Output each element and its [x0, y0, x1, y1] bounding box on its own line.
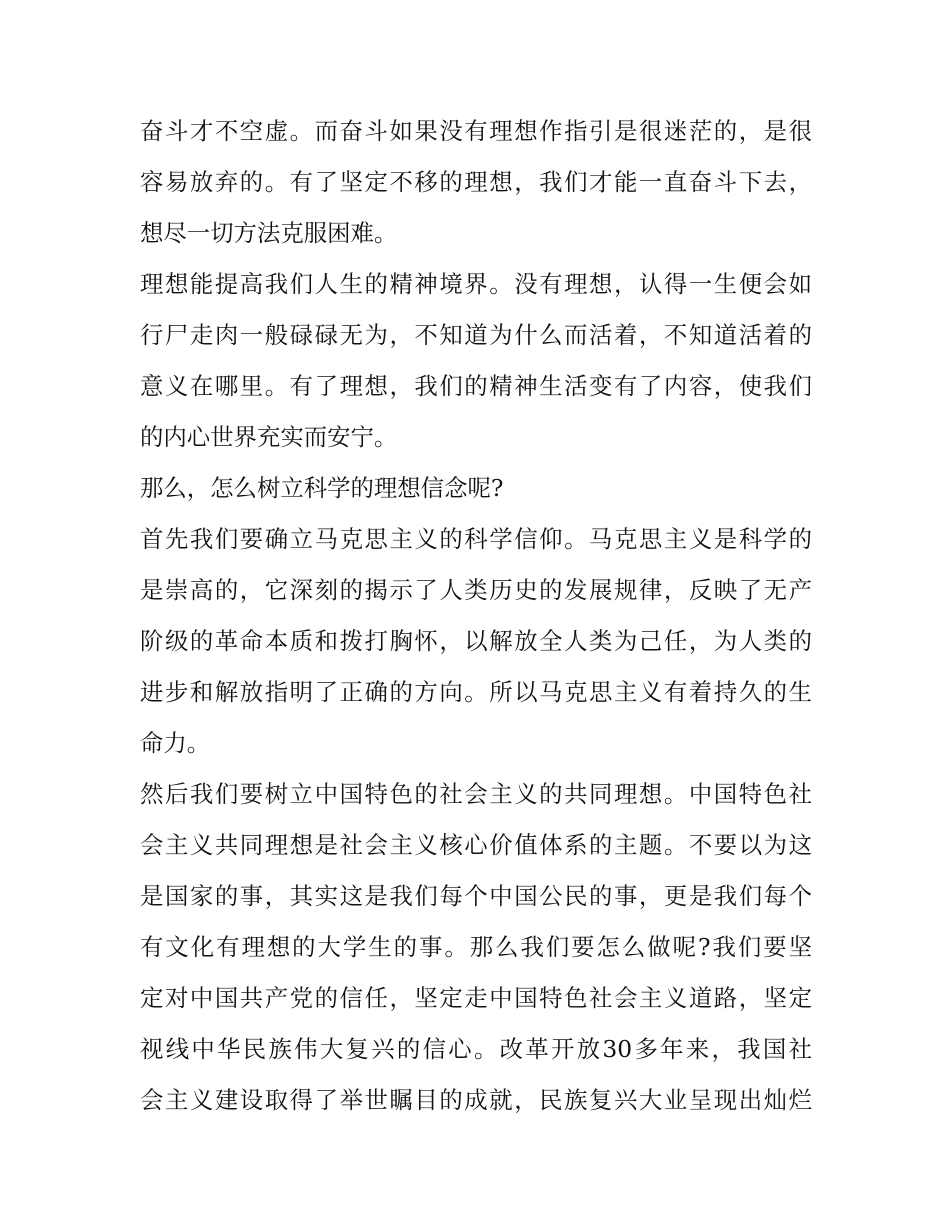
text-line: 视线中华民族伟大复兴的信心。改革开放30多年来，我国社 [140, 1035, 812, 1063]
text-line: 然后我们要树立中国特色的社会主义的共同理想。中国特色社 [140, 780, 812, 808]
text-line: 那么，怎么树立科学的理想信念呢? [140, 474, 504, 502]
text-line: 进步和解放指明了正确的方向。所以马克思主义有着持久的生 [140, 678, 812, 706]
text-line: 是崇高的，它深刻的揭示了人类历史的发展规律，反映了无产 [140, 576, 812, 604]
text-line: 会主义共同理想是社会主义核心价值体系的主题。不要以为这 [140, 831, 812, 859]
text-line: 的内心世界充实而安宁。 [140, 423, 398, 451]
text-line: 理想能提高我们人生的精神境界。没有理想，认得一生便会如 [140, 270, 812, 298]
text-line: 命力。 [140, 729, 211, 757]
text-line: 行尸走肉一般碌碌无为，不知道为什么而活着，不知道活着的 [140, 321, 812, 349]
text-line: 容易放弃的。有了坚定不移的理想，我们才能一直奋斗下去， [140, 168, 812, 196]
text-line: 会主义建设取得了举世瞩目的成就，民族复兴大业呈现出灿烂 [140, 1086, 812, 1114]
text-line: 有文化有理想的大学生的事。那么我们要怎么做呢?我们要坚 [140, 933, 812, 961]
text-line: 是国家的事，其实这是我们每个中国公民的事，更是我们每个 [140, 882, 812, 910]
text-line: 奋斗才不空虚。而奋斗如果没有理想作指引是很迷茫的，是很 [140, 117, 812, 145]
text-line: 定对中国共产党的信任，坚定走中国特色社会主义道路，坚定 [140, 984, 812, 1012]
text-line: 意义在哪里。有了理想，我们的精神生活变有了内容，使我们 [140, 372, 812, 400]
body-text [140, 106, 812, 1126]
text-line: 首先我们要确立马克思主义的科学信仰。马克思主义是科学的 [140, 525, 812, 553]
text-line: 阶级的革命本质和拨打胸怀，以解放全人类为己任，为人类的 [140, 627, 812, 655]
text-line: 想尽一切方法克服困难。 [140, 219, 398, 247]
